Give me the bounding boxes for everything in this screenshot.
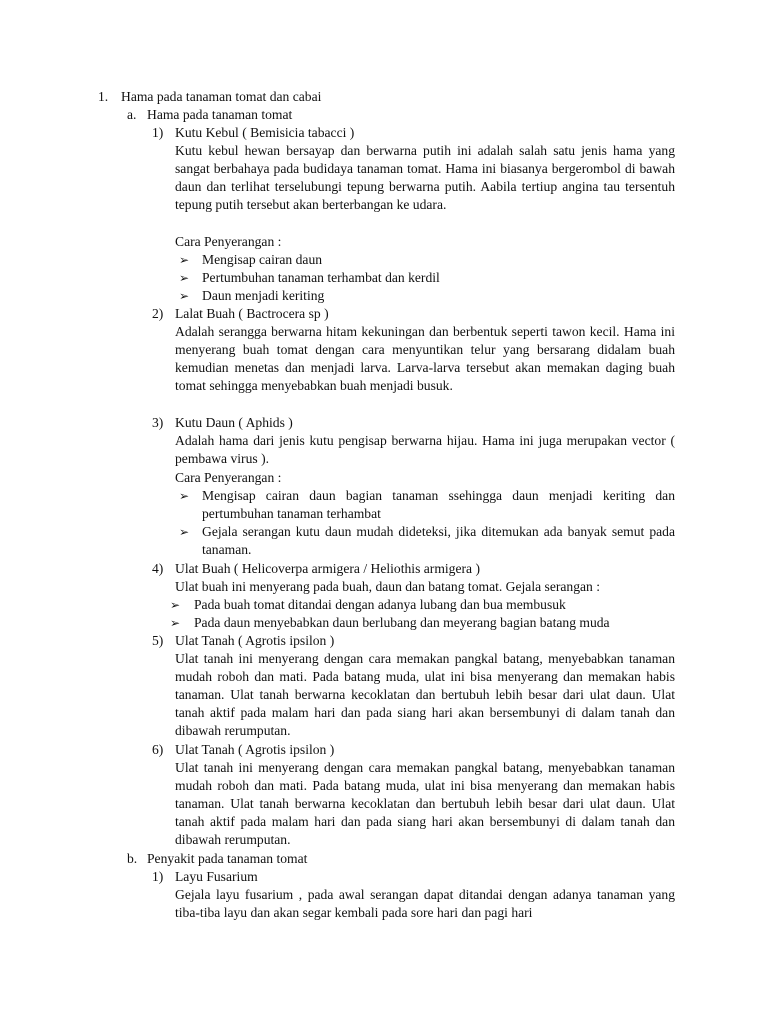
subsection-heading: Hama pada tanaman tomat	[147, 107, 293, 122]
bullet-arrow-icon: ➢	[170, 616, 181, 630]
item-heading: Lalat Buah ( Bactrocera sp )	[175, 306, 329, 321]
bullet-text: Mengisap cairan daun	[202, 252, 323, 267]
item-heading: Kutu Daun ( Aphids )	[175, 415, 293, 430]
item-number: 6)	[152, 742, 164, 757]
item-number: 4)	[152, 561, 164, 576]
bullet-arrow-icon: ➢	[179, 253, 190, 267]
list-letter: b.	[127, 851, 138, 866]
item-number: 3)	[152, 415, 164, 430]
item-heading: Kutu Kebul ( Bemisicia tabacci )	[175, 125, 355, 140]
bullet-arrow-icon: ➢	[170, 598, 181, 612]
list-letter: a.	[127, 107, 137, 122]
item-paragraph: Ulat tanah ini menyerang dengan cara memakan pangkal batang, menyebabkan tanaman mudah roboh dan mati. Pada batang muda, ulat ini bisa menyerang dan memakan habis tanaman. Ulat tanah berwarna kecoklatan dan bertubuh lebih besar dari ulat daun. Ulat tanah aktif pada malam hari dan pada siang hari akan bersembunyi di dalam tanah dan dibawah rerumputan.	[175, 651, 675, 739]
list-number: 1.	[98, 89, 109, 104]
item-number: 5)	[152, 633, 164, 648]
item-number: 1)	[152, 125, 164, 140]
item-heading: Layu Fusarium	[175, 869, 258, 884]
subsection-heading: Penyakit pada tanaman tomat	[147, 851, 308, 866]
bullet-arrow-icon: ➢	[179, 525, 190, 539]
bullet-text: Mengisap cairan daun bagian tanaman ssehingga daun menjadi keriting dan pertumbuhan tanaman terhambat	[202, 488, 675, 522]
attack-label: Cara Penyerangan :	[175, 234, 282, 249]
item-paragraph: Adalah serangga berwarna hitam kekuningan dan berbentuk seperti tawon kecil. Hama ini menyerang buah tomat dengan cara menyuntikan telur yang bersarang didalam buah kemudian menetas dan menjadi larva. Larva-larva tersebut akan memakan daging buah tomat sehingga menyebabkan buah menjadi busuk.	[175, 324, 675, 394]
item-number: 1)	[152, 869, 164, 884]
bullet-text: Daun menjadi keriting	[202, 288, 325, 303]
item-heading: Ulat Tanah ( Agrotis ipsilon )	[175, 742, 335, 757]
item-heading: Ulat Buah ( Helicoverpa armigera / Heliothis armigera )	[175, 561, 480, 576]
item-paragraph: Kutu kebul hewan bersayap dan berwarna putih ini adalah salah satu jenis hama yang sangat berbahaya pada budidaya tanaman tomat. Hama ini biasanya bergerombol di bawah daun dan terlihat terselubungi tepung berwarna putih. Aabila tertiup angina tau tersentuh tepung putih tersebut akan berterbangan ke udara.	[175, 143, 675, 213]
bullet-arrow-icon: ➢	[179, 271, 190, 285]
item-heading: Ulat Tanah ( Agrotis ipsilon )	[175, 633, 335, 648]
bullet-arrow-icon: ➢	[179, 489, 190, 503]
attack-label: Cara Penyerangan :	[175, 470, 282, 485]
bullet-text: Pertumbuhan tanaman terhambat dan kerdil	[202, 270, 440, 285]
item-paragraph: Ulat tanah ini menyerang dengan cara memakan pangkal batang, menyebabkan tanaman mudah roboh dan mati. Pada batang muda, ulat ini bisa menyerang dan memakan habis tanaman. Ulat tanah berwarna kecoklatan dan bertubuh lebih besar dari ulat daun. Ulat tanah aktif pada malam hari dan pada siang hari akan bersembunyi di dalam tanah dan dibawah rerumputan.	[175, 760, 675, 848]
bullet-text: Gejala serangan kutu daun mudah dideteksi, jika ditemukan ada banyak semut pada tanaman.	[202, 524, 675, 558]
item-paragraph: Ulat buah ini menyerang pada buah, daun dan batang tomat. Gejala serangan :	[175, 579, 601, 594]
bullet-text: Pada buah tomat ditandai dengan adanya lubang dan bua membusuk	[194, 597, 566, 612]
bullet-arrow-icon: ➢	[179, 289, 190, 303]
section-heading: Hama pada tanaman tomat dan cabai	[121, 89, 322, 104]
bullet-text: Pada daun menyebabkan daun berlubang dan meyerang bagian batang muda	[194, 615, 610, 630]
item-paragraph: Adalah hama dari jenis kutu pengisap berwarna hijau. Hama ini juga merupakan vector ( pembawa virus ).	[175, 433, 675, 467]
item-number: 2)	[152, 306, 164, 321]
item-paragraph: Gejala layu fusarium , pada awal serangan dapat ditandai dengan adanya tanaman yang tiba-tiba layu dan akan segar kembali pada sore hari dan pagi hari	[175, 887, 675, 921]
